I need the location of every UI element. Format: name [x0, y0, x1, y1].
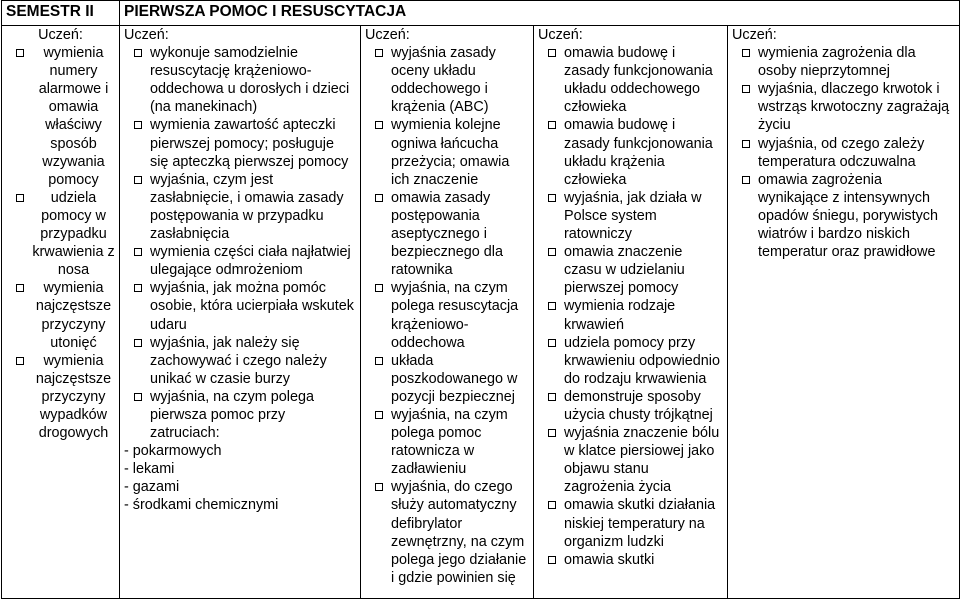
list-item: wyjaśnia, jak należy się zachowywać i czego należy unikać w czasie burzy: [124, 334, 356, 388]
poisoning-type: - środkami chemicznymi: [124, 497, 279, 514]
checkbox-bullet-icon: [134, 393, 142, 401]
checkbox-bullet-icon: [742, 176, 750, 184]
requirements-list: [124, 44, 356, 442]
list-item: wyjaśnia, do czego służy automatyczny defibrylator zewnętrzny, na czym polega jego działanie i gdzie powinien się: [365, 478, 529, 587]
checkbox-bullet-icon: [134, 284, 142, 292]
checkbox-bullet-icon: [375, 284, 383, 292]
content-row: [2, 26, 960, 599]
list-item: wymienia zawartość apteczki pierwszej pomocy; posługuje się apteczką pierwszej pomocy: [124, 116, 356, 170]
requirements-list: [732, 44, 955, 261]
checkbox-bullet-icon: [548, 501, 556, 509]
section-title: PIERWSZA POMOC I RESUSCYTACJA: [120, 1, 960, 26]
requirements-list: [365, 44, 529, 587]
checkbox-bullet-icon: [134, 176, 142, 184]
list-item: wykonuje samodzielnie resuscytację krążeniowo-oddechowa u dorosłych i dzieci (na manekinach): [124, 44, 356, 116]
checkbox-bullet-icon: [134, 248, 142, 256]
list-item: wyjaśnia znaczenie bólu w klatce piersiowej jako objawu stanu zagrożenia życia: [538, 424, 723, 496]
checkbox-bullet-icon: [16, 284, 24, 292]
column-1: [2, 26, 120, 599]
list-item: omawia budowę i zasady funkcjonowania układu krążenia człowieka: [538, 116, 723, 188]
list-item: wymienia zagrożenia dla osoby nieprzytomnej: [732, 44, 955, 80]
checkbox-bullet-icon: [548, 429, 556, 437]
list-item: wyjaśnia, na czym polega pomoc ratownicza w zadławieniu: [365, 406, 529, 478]
curriculum-table: [1, 0, 960, 599]
poisoning-type: - pokarmowych: [124, 443, 222, 460]
list-item: wymienia najczęstsze przyczyny wypadków drogowych: [6, 352, 115, 442]
list-item: wymienia kolejne ogniwa łańcucha przeżycia; omawia ich znaczenie: [365, 116, 529, 188]
checkbox-bullet-icon: [375, 411, 383, 419]
list-item: wyjaśnia, czym jest zasłabnięcie, i omawia zasady postępowania w przypadku zasłabnięcia: [124, 171, 356, 243]
list-item: udziela pomocy przy krwawieniu odpowiednio do rodzaju krwawienia: [538, 334, 723, 388]
list-item: omawia zagrożenia wynikające z intensywnych opadów śniegu, porywistych wiatrów i bardzo niskich temperatur oraz prawidłowe: [732, 171, 955, 261]
column-3: [361, 26, 534, 599]
checkbox-bullet-icon: [375, 194, 383, 202]
list-item: udziela pomocy w przypadku krwawienia z nosa: [6, 189, 115, 279]
column-intro: Uczeń:: [538, 27, 583, 43]
requirements-list: [538, 44, 723, 569]
column-5: [728, 26, 960, 599]
column-intro: Uczeń:: [732, 27, 777, 43]
list-item: wyjaśnia, na czym polega pierwsza pomoc przy zatruciach:: [124, 388, 356, 442]
semester-label: SEMESTR II: [2, 1, 120, 26]
checkbox-bullet-icon: [134, 121, 142, 129]
list-item: wymienia rodzaje krwawień: [538, 297, 723, 333]
checkbox-bullet-icon: [16, 357, 24, 365]
checkbox-bullet-icon: [548, 393, 556, 401]
list-item: wyjaśnia, od czego zależy temperatura odczuwalna: [732, 135, 955, 171]
checkbox-bullet-icon: [548, 49, 556, 57]
checkbox-bullet-icon: [375, 357, 383, 365]
checkbox-bullet-icon: [548, 248, 556, 256]
list-item: wyjaśnia, jak można pomóc osobie, która ucierpiała wskutek udaru: [124, 279, 356, 333]
requirements-list: [6, 44, 115, 442]
checkbox-bullet-icon: [134, 339, 142, 347]
column-intro: Uczeń:: [124, 27, 169, 43]
checkbox-bullet-icon: [548, 121, 556, 129]
checkbox-bullet-icon: [134, 49, 142, 57]
poisoning-type: - lekami: [124, 461, 175, 478]
list-item: wymienia numery alarmowe i omawia właściwy sposób wzywania pomocy: [6, 44, 115, 189]
list-item: omawia budowę i zasady funkcjonowania układu oddechowego człowieka: [538, 44, 723, 116]
checkbox-bullet-icon: [375, 483, 383, 491]
checkbox-bullet-icon: [742, 85, 750, 93]
list-item: wyjaśnia zasady oceny układu oddechowego i krążenia (ABC): [365, 44, 529, 116]
list-item: wyjaśnia, jak działa w Polsce system ratowniczy: [538, 189, 723, 243]
checkbox-bullet-icon: [548, 339, 556, 347]
list-item: omawia skutki: [538, 551, 723, 569]
checkbox-bullet-icon: [375, 49, 383, 57]
list-item: omawia zasady postępowania aseptycznego i bezpiecznego dla ratownika: [365, 189, 529, 279]
column-intro: Uczeń:: [38, 27, 83, 43]
list-item: demonstruje sposoby użycia chusty trójkątnej: [538, 388, 723, 424]
checkbox-bullet-icon: [548, 194, 556, 202]
list-item: wyjaśnia, dlaczego krwotok i wstrząs krwotoczny zagrażają życiu: [732, 80, 955, 134]
list-item: wymienia najczęstsze przyczyny utonięć: [6, 279, 115, 351]
checkbox-bullet-icon: [742, 140, 750, 148]
checkbox-bullet-icon: [16, 49, 24, 57]
list-item: wymienia części ciała najłatwiej ulegające odmrożeniom: [124, 243, 356, 279]
checkbox-bullet-icon: [548, 556, 556, 564]
list-item: omawia znaczenie czasu w udzielaniu pierwszej pomocy: [538, 243, 723, 297]
checkbox-bullet-icon: [16, 194, 24, 202]
header-row: [2, 1, 960, 26]
list-item: układa poszkodowanego w pozycji bezpiecznej: [365, 352, 529, 406]
list-item: omawia skutki działania niskiej temperatury na organizm ludzki: [538, 496, 723, 550]
checkbox-bullet-icon: [742, 49, 750, 57]
checkbox-bullet-icon: [548, 302, 556, 310]
column-intro: Uczeń:: [365, 27, 410, 43]
column-2: [120, 26, 361, 599]
poisoning-type: - gazami: [124, 479, 180, 496]
checkbox-bullet-icon: [375, 121, 383, 129]
list-item: wyjaśnia, na czym polega resuscytacja krążeniowo-oddechowa: [365, 279, 529, 351]
column-4: [534, 26, 728, 599]
